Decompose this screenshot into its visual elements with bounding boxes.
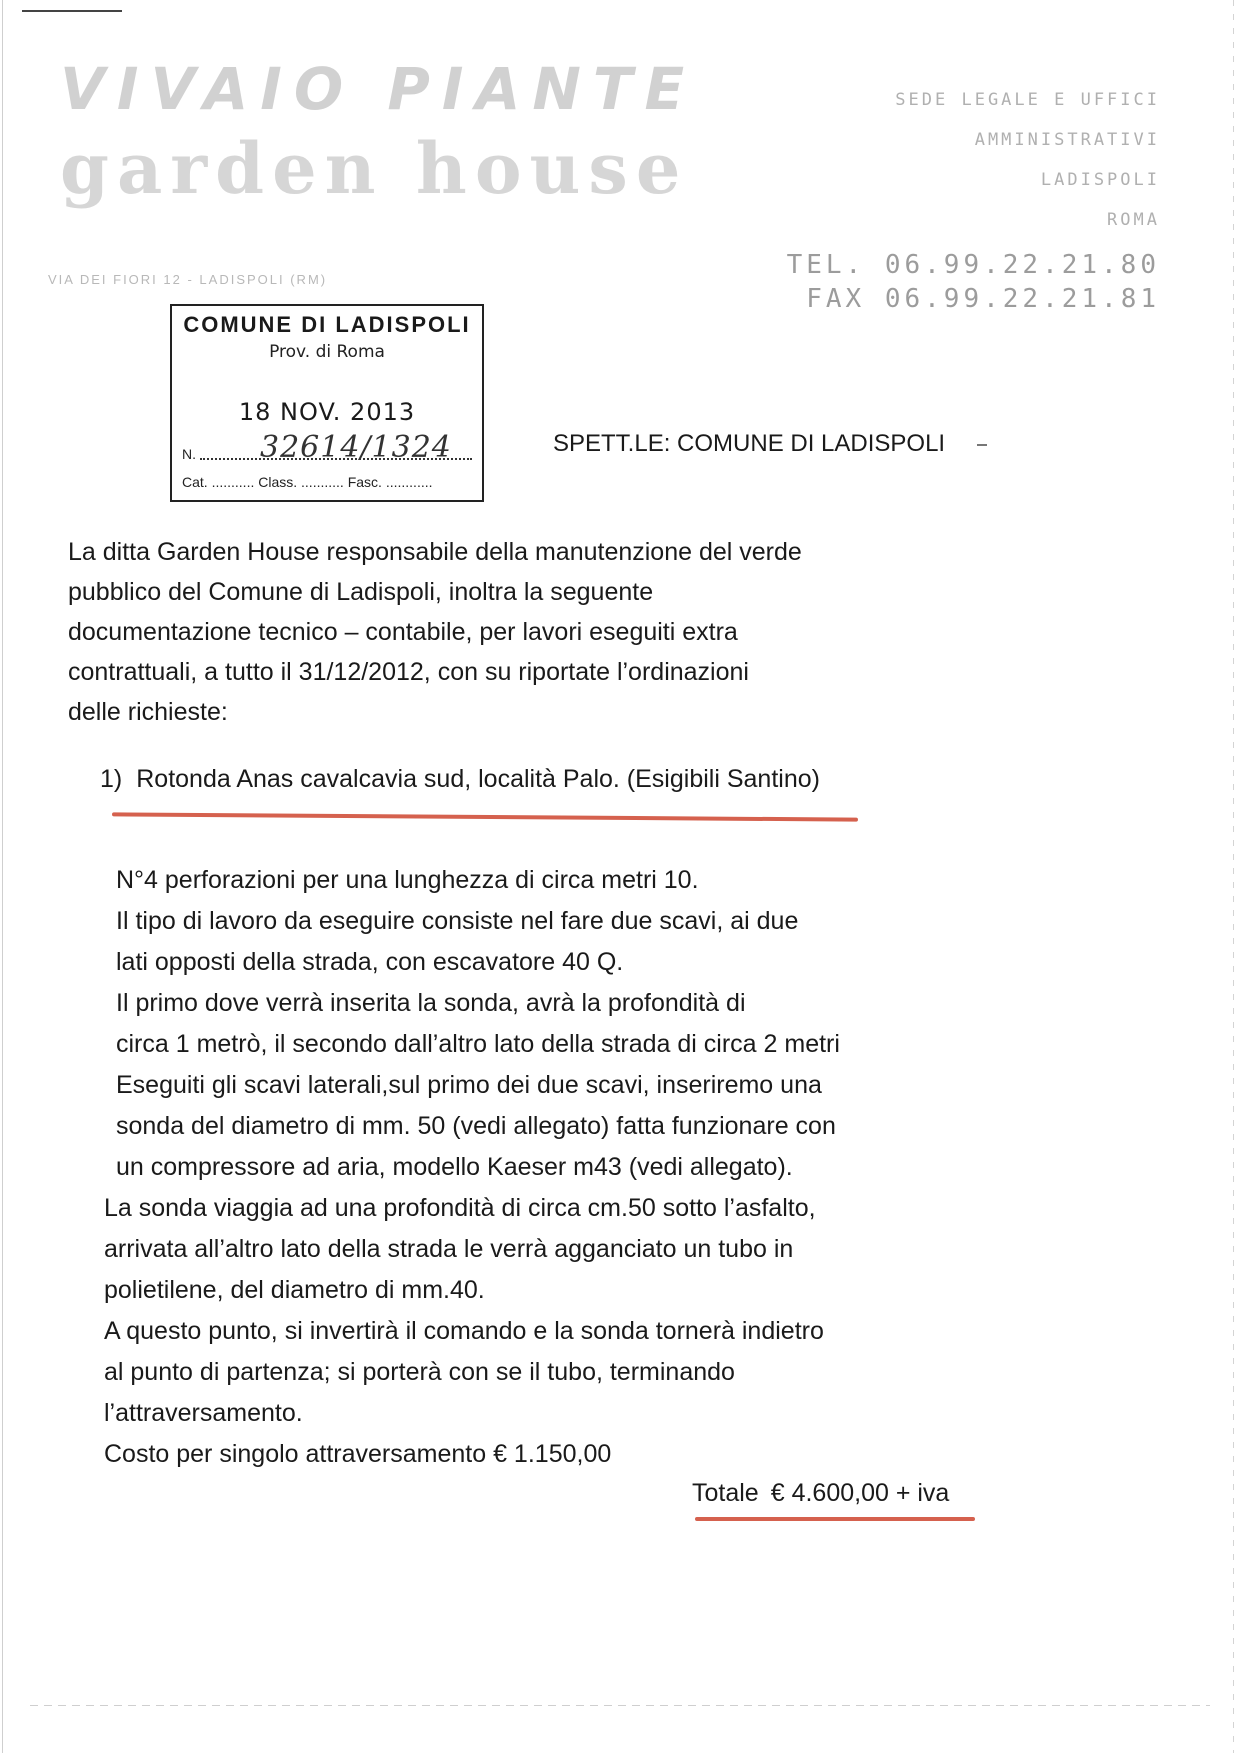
fax-number: FAX 06.99.22.21.81: [806, 284, 1160, 314]
description-line: al punto di partenza; si porterà con se il tubo, terminando: [104, 1358, 735, 1386]
description-line: un compressore ad aria, modello Kaeser m43 (vedi allegato).: [116, 1153, 793, 1181]
phone-fax: [787, 248, 1160, 316]
stamp-number-label: N.: [182, 446, 196, 462]
stray-mark: [977, 444, 987, 446]
logo-line2: garden house: [60, 127, 689, 210]
intro-line: La ditta Garden House responsabile della manutenzione del verde: [68, 538, 802, 566]
intro-line: contrattuali, a tutto il 31/12/2012, con su riportate l’ordinazioni: [68, 658, 749, 686]
description-line: polietilene, del diametro di mm.40.: [104, 1276, 485, 1304]
item-heading: [100, 765, 820, 794]
description-line: Costo per singolo attraversamento € 1.150,00: [104, 1440, 612, 1468]
intro-line: delle richieste:: [68, 698, 228, 726]
description-line: Eseguiti gli scavi laterali,sul primo dei due scavi, inseriremo una: [116, 1071, 822, 1099]
total-label: Totale: [692, 1479, 759, 1507]
contact-line: ROMA: [1107, 210, 1160, 230]
contact-line: LADISPOLI: [1040, 170, 1160, 190]
phone-number: TEL. 06.99.22.21.80: [786, 250, 1160, 280]
item-title: Rotonda Anas cavalcavia sud, località Palo. (Esigibili Santino): [136, 765, 820, 793]
scan-edge: [1233, 0, 1234, 1753]
total-value: € 4.600,00 + iva: [770, 1479, 950, 1507]
item-number: 1): [100, 765, 123, 793]
heading-underline: [112, 812, 858, 821]
description-line: sonda del diametro di mm. 50 (vedi allegato) fatta funzionare con: [116, 1112, 836, 1140]
description-line: Il tipo di lavoro da eseguire consiste nel fare due scavi, ai due: [116, 907, 799, 935]
stamp-subtitle: Prov. di Roma: [269, 342, 385, 362]
contact-line: SEDE LEGALE E UFFICI: [895, 90, 1160, 110]
item-description: [104, 860, 936, 1475]
description-line: Il primo dove verrà inserita la sonda, avrà la profondità di: [116, 989, 746, 1017]
description-line: arrivata all’altro lato della strada le verrà agganciato un tubo in: [104, 1235, 794, 1263]
stamp-date: 18 NOV. 2013: [238, 398, 416, 426]
intro-paragraph: [68, 532, 868, 732]
company-address: VIA DEI FIORI 12 - LADISPOLI (RM): [48, 272, 328, 287]
company-contacts: [720, 80, 1160, 240]
description-line: A questo punto, si invertirà il comando e la sonda tornerà indietro: [104, 1317, 824, 1345]
description-line: circa 1 metrò, il secondo dall’altro lato della strada di circa 2 metri: [116, 1030, 840, 1058]
scan-edge: [2, 0, 3, 1753]
total-amount: [692, 1479, 949, 1508]
contact-line: AMMINISTRATIVI: [974, 130, 1160, 150]
stamp-title: COMUNE DI LADISPOLI: [183, 312, 471, 337]
description-line: N°4 perforazioni per una lunghezza di circa metri 10.: [116, 866, 699, 894]
stamp-number-value: 32614/1324: [260, 430, 452, 465]
addressee: SPETT.LE: COMUNE DI LADISPOLI: [553, 430, 946, 457]
intro-line: pubblico del Comune di Ladispoli, inoltra la seguente: [68, 578, 654, 606]
top-rule: [22, 10, 122, 12]
description-line: lati opposti della strada, con escavatore 40 Q.: [116, 948, 624, 976]
intro-line: documentazione tecnico – contabile, per lavori eseguiti extra: [68, 618, 738, 646]
footer-rule: [30, 1705, 1210, 1706]
total-underline: [695, 1517, 975, 1521]
protocol-stamp: [170, 304, 484, 502]
description-line: La sonda viaggia ad una profondità di circa cm.50 sotto l’asfalto,: [104, 1194, 816, 1222]
logo-line1: VIVAIO PIANTE: [60, 55, 697, 123]
description-line: l’attraversamento.: [104, 1399, 303, 1427]
stamp-classification: Cat. ........... Class. ........... Fasc. ............: [182, 474, 433, 490]
company-logo: [60, 55, 697, 225]
